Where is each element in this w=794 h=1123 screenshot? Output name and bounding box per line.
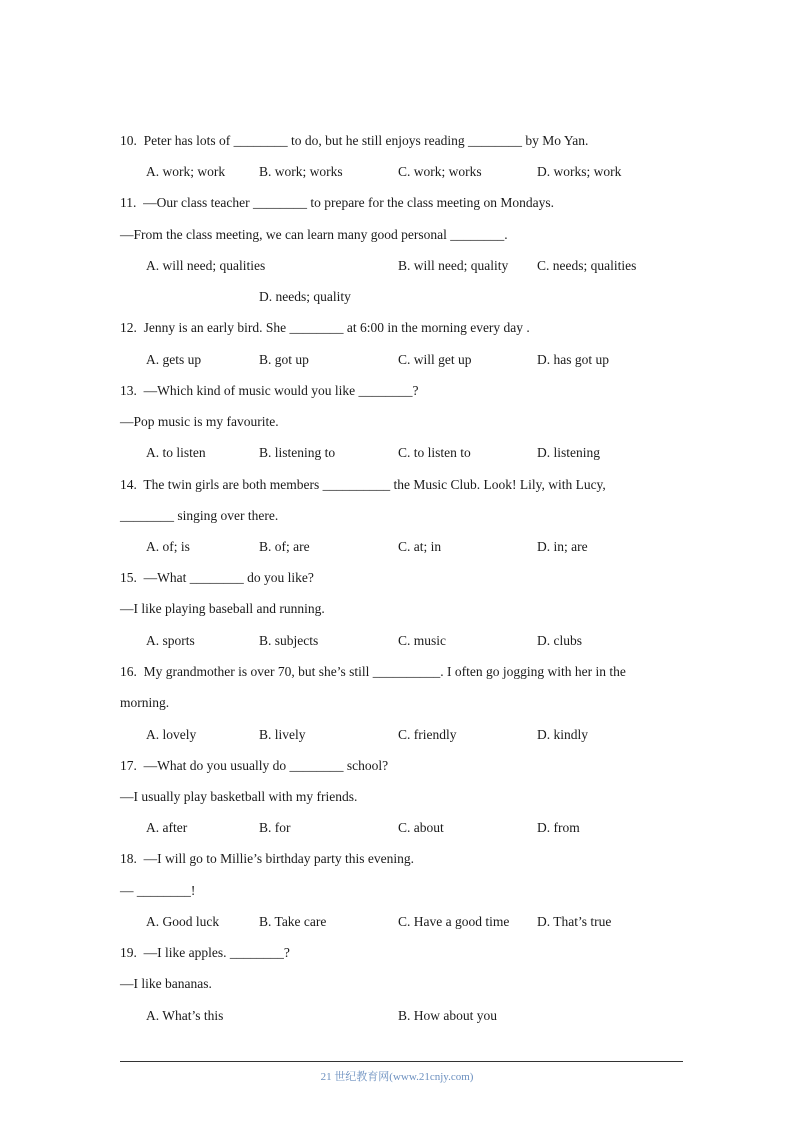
- question-16-continuation: morning.: [120, 695, 170, 710]
- question-14-option-a: A. of; is: [146, 539, 190, 554]
- question-11-reply: —From the class meeting, we can learn many good personal ________.: [120, 227, 508, 242]
- question-18-stem: 18. —I will go to Millie’s birthday party this evening.: [120, 851, 414, 866]
- question-13-option-d: D. listening: [537, 445, 600, 460]
- question-11-option-b: B. will need; quality: [398, 258, 509, 273]
- question-14-stem: 14. The twin girls are both members __________ the Music Club. Look! Lily, with Lucy,: [120, 477, 606, 492]
- question-13-option-c: C. to listen to: [398, 445, 471, 460]
- question-12-option-b: B. got up: [259, 352, 309, 367]
- question-16-option-b: B. lively: [259, 727, 306, 742]
- footer-divider: [120, 1061, 683, 1062]
- question-18-option-d: D. That’s true: [537, 914, 612, 929]
- question-17-reply: —I usually play basketball with my friends.: [120, 789, 358, 804]
- question-19-stem: 19. —I like apples. ________?: [120, 945, 290, 960]
- question-15-option-c: C. music: [398, 633, 447, 648]
- question-16-stem: 16. My grandmother is over 70, but she’s still __________. I often go jogging with her in the: [120, 664, 626, 679]
- question-13-reply: —Pop music is my favourite.: [120, 414, 279, 429]
- question-10-stem: 10. Peter has lots of ________ to do, but he still enjoys reading ________ by Mo Yan.: [120, 133, 589, 148]
- question-10-option-b: B. work; works: [259, 164, 343, 179]
- question-14-continuation: ________ singing over there.: [120, 508, 279, 523]
- question-12-option-d: D. has got up: [537, 352, 609, 367]
- question-14-option-d: D. in; are: [537, 539, 588, 554]
- question-17-stem: 17. —What do you usually do ________ school?: [120, 758, 389, 773]
- question-15-stem: 15. —What ________ do you like?: [120, 570, 314, 585]
- question-19-option-b: B. How about you: [398, 1008, 497, 1023]
- question-17-option-d: D. from: [537, 820, 580, 835]
- question-12-stem: 12. Jenny is an early bird. She ________ at 6:00 in the morning every day .: [120, 320, 530, 335]
- question-15-reply: —I like playing baseball and running.: [120, 601, 325, 616]
- question-10-option-a: A. work; work: [146, 164, 226, 179]
- question-15-option-a: A. sports: [146, 633, 195, 648]
- question-15-option-d: D. clubs: [537, 633, 582, 648]
- question-10-option-c: C. work; works: [398, 164, 482, 179]
- question-18-option-a: A. Good luck: [146, 914, 220, 929]
- question-14-option-c: C. at; in: [398, 539, 442, 554]
- question-18-option-c: C. Have a good time: [398, 914, 510, 929]
- question-13-option-b: B. listening to: [259, 445, 336, 460]
- question-12-option-a: A. gets up: [146, 352, 202, 367]
- question-12-option-c: C. will get up: [398, 352, 472, 367]
- question-11-option-d: D. needs; quality: [259, 289, 351, 304]
- question-16-option-a: A. lovely: [146, 727, 197, 742]
- question-17-option-a: A. after: [146, 820, 188, 835]
- question-16-option-c: C. friendly: [398, 727, 457, 742]
- question-19-option-a: A. What’s this: [146, 1008, 224, 1023]
- question-11-option-c: C. needs; qualities: [537, 258, 637, 273]
- question-13-stem: 13. —Which kind of music would you like ________?: [120, 383, 419, 398]
- footer-source: 21 世纪教育网(www.21cnjy.com): [320, 1071, 474, 1083]
- question-10-option-d: D. works; work: [537, 164, 622, 179]
- question-18-reply: — ________!: [120, 883, 196, 898]
- question-17-option-b: B. for: [259, 820, 291, 835]
- question-17-option-c: C. about: [398, 820, 444, 835]
- question-16-option-d: D. kindly: [537, 727, 589, 742]
- question-18-option-b: B. Take care: [259, 914, 327, 929]
- question-11-stem: 11. —Our class teacher ________ to prepare for the class meeting on Mondays.: [120, 195, 555, 210]
- question-13-option-a: A. to listen: [146, 445, 206, 460]
- question-14-option-b: B. of; are: [259, 539, 310, 554]
- question-19-reply: —I like bananas.: [120, 976, 212, 991]
- question-15-option-b: B. subjects: [259, 633, 319, 648]
- question-11-option-a: A. will need; qualities: [146, 258, 266, 273]
